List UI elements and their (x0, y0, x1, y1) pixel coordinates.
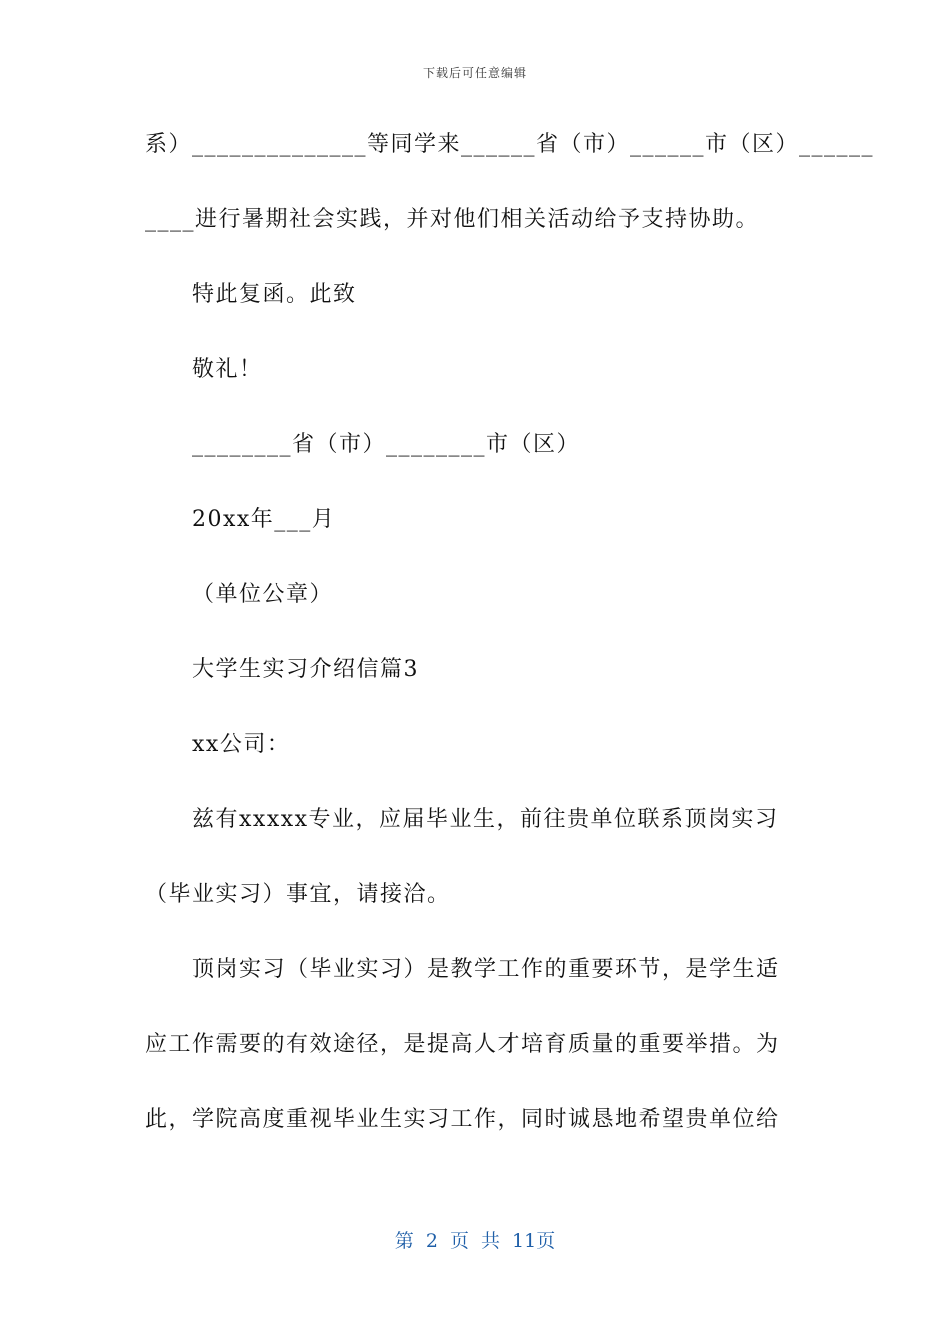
paragraph-line: ________省（市）________市（区） (192, 432, 581, 457)
paragraph-line: ____进行暑期社会实践，并对他们相关活动给予支持协助。 (145, 207, 760, 232)
paragraph-line: xx公司： (192, 732, 291, 757)
paragraph-line: 系）______________等同学来______省（市）______市（区）______ (145, 132, 875, 157)
paragraph-line: 敬礼！ (192, 357, 263, 382)
paragraph-line: 特此复函。此致 (192, 282, 357, 307)
paragraph-line: 兹有xxxxx专业，应届毕业生，前往贵单位联系顶岗实习 (192, 807, 779, 832)
page-number-footer: 第 2 页 共 11页 (394, 1230, 556, 1252)
section-heading: 大学生实习介绍信篇3 (192, 657, 419, 682)
paragraph-line: 应工作需要的有效途径，是提高人才培育质量的重要举措。为 (145, 1032, 780, 1057)
paragraph-line: （单位公章） (192, 582, 334, 607)
paragraph-line: 20xx年___月 (192, 507, 336, 532)
page-header-note: 下载后可任意编辑 (422, 66, 527, 80)
paragraph-line: （毕业实习）事宜，请接洽。 (145, 882, 451, 907)
paragraph-line: 此，学院高度重视毕业生实习工作，同时诚恳地希望贵单位给 (145, 1107, 780, 1132)
document-body (145, 127, 875, 1177)
paragraph-line: 顶岗实习（毕业实习）是教学工作的重要环节，是学生适 (192, 957, 780, 982)
